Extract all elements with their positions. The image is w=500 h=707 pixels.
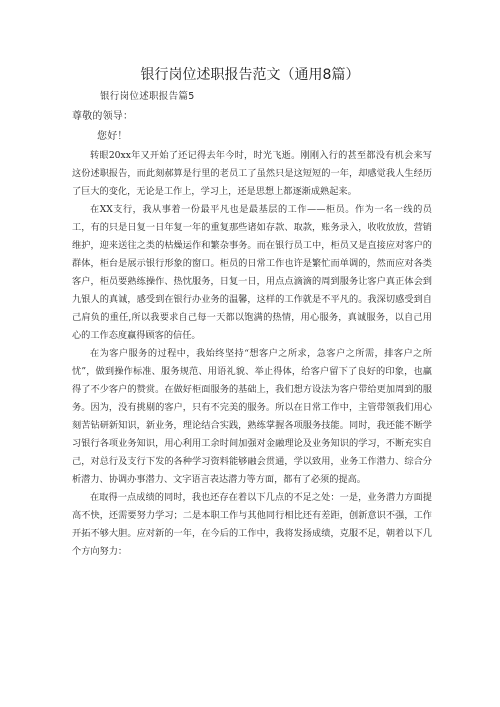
section-subtitle: 银行岗位述职报告篇5 <box>100 91 195 102</box>
paragraph: 在XX支行，我从事着一份最平凡也是最基层的工作——柜员。作为一名一线的员工，有的只是日复一日年复一年的重复那些诸如存款、取款，账务录入，收收放放，营销维护，迎来送往之类的枯燥运作和繁杂事务。而在银行员工中，柜员又是直接应对客户的群体，柜台是展示银行形象的窗口。柜员的日常工作也许是繁忙而单调的，然而应对各类客户，柜员要熟练操作、热忱服务，日复一日，用点点滴滴的周到服务让客户真正体会到九银人的真诚，感受到在银行办业务的温馨，这样的工作就是不平凡的。我深切感受到自己肩负的重任,所以我要求自己每一天都以饱满的热情，用心服务，真诚服务，以自己用心的工作态度赢得顾客的信任。 <box>72 204 432 341</box>
salutation: 尊敬的领导： <box>72 111 134 122</box>
greeting: 您好！ <box>97 131 128 142</box>
paragraph: 在为客户服务的过程中，我始终坚持“想客户之所求，急客户之所需，排客户之所忧”，做到操作标准、服务规范、用语礼貌、举止得体，给客户留下了良好的印象，也赢得了不少客户的赞赏。在做好柜面服务的基础上，我们想方设法为客户带给更加周到的服务。因为，没有挑剔的客户，只有不完美的服务。所以在日常工作中，主管带领我们用心刻苦钻研新知识，新业务，理论结合实践，熟练掌握各项服务技能。同时，我还能不断学习银行各项业务知识，用心利用工余时间加强对金融理论及业务知识的学习，不断充实自己，对总行及支行下发的各种学习资料能够融会贯通，学以致用，业务工作潜力、综合分析潜力、协调办事潜力、文字语言表达潜力等方面，都有了必须的提高。 <box>72 348 432 485</box>
paragraph: 转眼20xx年又开始了还记得去年今时，时光飞逝。刚刚入行的甚至都没有机会来写这份述职报告，而此刻郝算是行里的老员工了虽然只是这短短的一年，却感觉我人生经历了巨大的变化，无论是工作上，学习上，还是思想上都逐渐成熟起来。 <box>72 150 432 197</box>
document-body <box>72 147 432 561</box>
paragraph: 在取得一点成绩的同时，我也还存在着以下几点的不足之处：一是，业务潜力方面提高不快，还需要努力学习；二是本职工作与其他同行相比还有差距，创新意识不强，工作开拓不够大胆。应对新的一年，在今后的工作中，我将发扬成绩，克服不足，朝着以下几个方向努力： <box>72 492 432 557</box>
document-title: 银行岗位述职报告范文（通用8篇） <box>140 67 360 83</box>
